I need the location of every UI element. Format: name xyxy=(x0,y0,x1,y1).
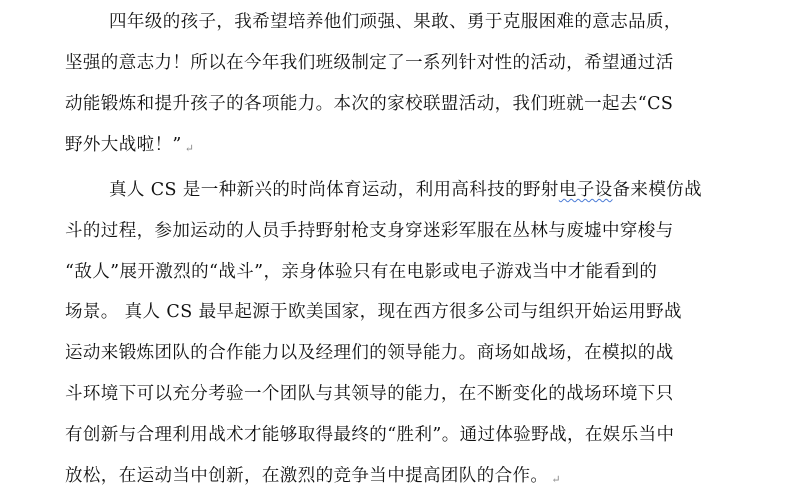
grammar-flag-underline[interactable]: 电子设 xyxy=(558,180,613,200)
paragraph-mark-icon: ↵ xyxy=(551,473,561,486)
text-line: 运动来锻炼团队的合作能力以及经理们的领导能力。商场如战场，在模拟的战 xyxy=(65,343,674,363)
text-line: 斗的过程，参加运动的人员手持野射枪支身穿迷彩军服在丛林与废墟中穿梭与 xyxy=(65,221,674,241)
text-line: 坚强的意志力！所以在今年我们班级制定了一系列针对性的活动，希望通过活 xyxy=(65,53,674,73)
text-line xyxy=(65,462,561,487)
text-line xyxy=(109,176,702,201)
text-line: 四年级的孩子，我希望培养他们顽强、果敢、勇于克服困难的意志品质， xyxy=(109,12,682,32)
paragraph-mark-icon: ↵ xyxy=(184,142,195,155)
text-segment: 野外大战啦！” xyxy=(65,135,182,155)
text-segment: 放松，在运动当中创新，在激烈的竞争当中提高团队的合作。 xyxy=(65,466,549,486)
text-segment: 备来模仿战 xyxy=(612,180,703,200)
text-line xyxy=(65,131,194,156)
text-line: 有创新与合理利用战术才能够取得最终的“胜利”。通过体验野战，在娱乐当中 xyxy=(65,425,675,445)
text-line: 动能锻炼和提升孩子的各项能力。本次的家校联盟活动，我们班就一起去“CS xyxy=(65,94,674,114)
text-line: 斗环境下可以充分考验一个团队与其领导的能力，在不断变化的战场环境下只 xyxy=(65,384,674,404)
text-line: 场景。 真人 CS 最早起源于欧美国家，现在西方很多公司与组织开始运用野战 xyxy=(65,302,682,322)
text-line: “敌人”展开激烈的“战斗”，亲身体验只有在电影或电子游戏当中才能看到的 xyxy=(65,262,658,282)
text-segment: 真人 CS 是一种新兴的时尚体育运动，利用高科技的野射 xyxy=(109,180,559,200)
